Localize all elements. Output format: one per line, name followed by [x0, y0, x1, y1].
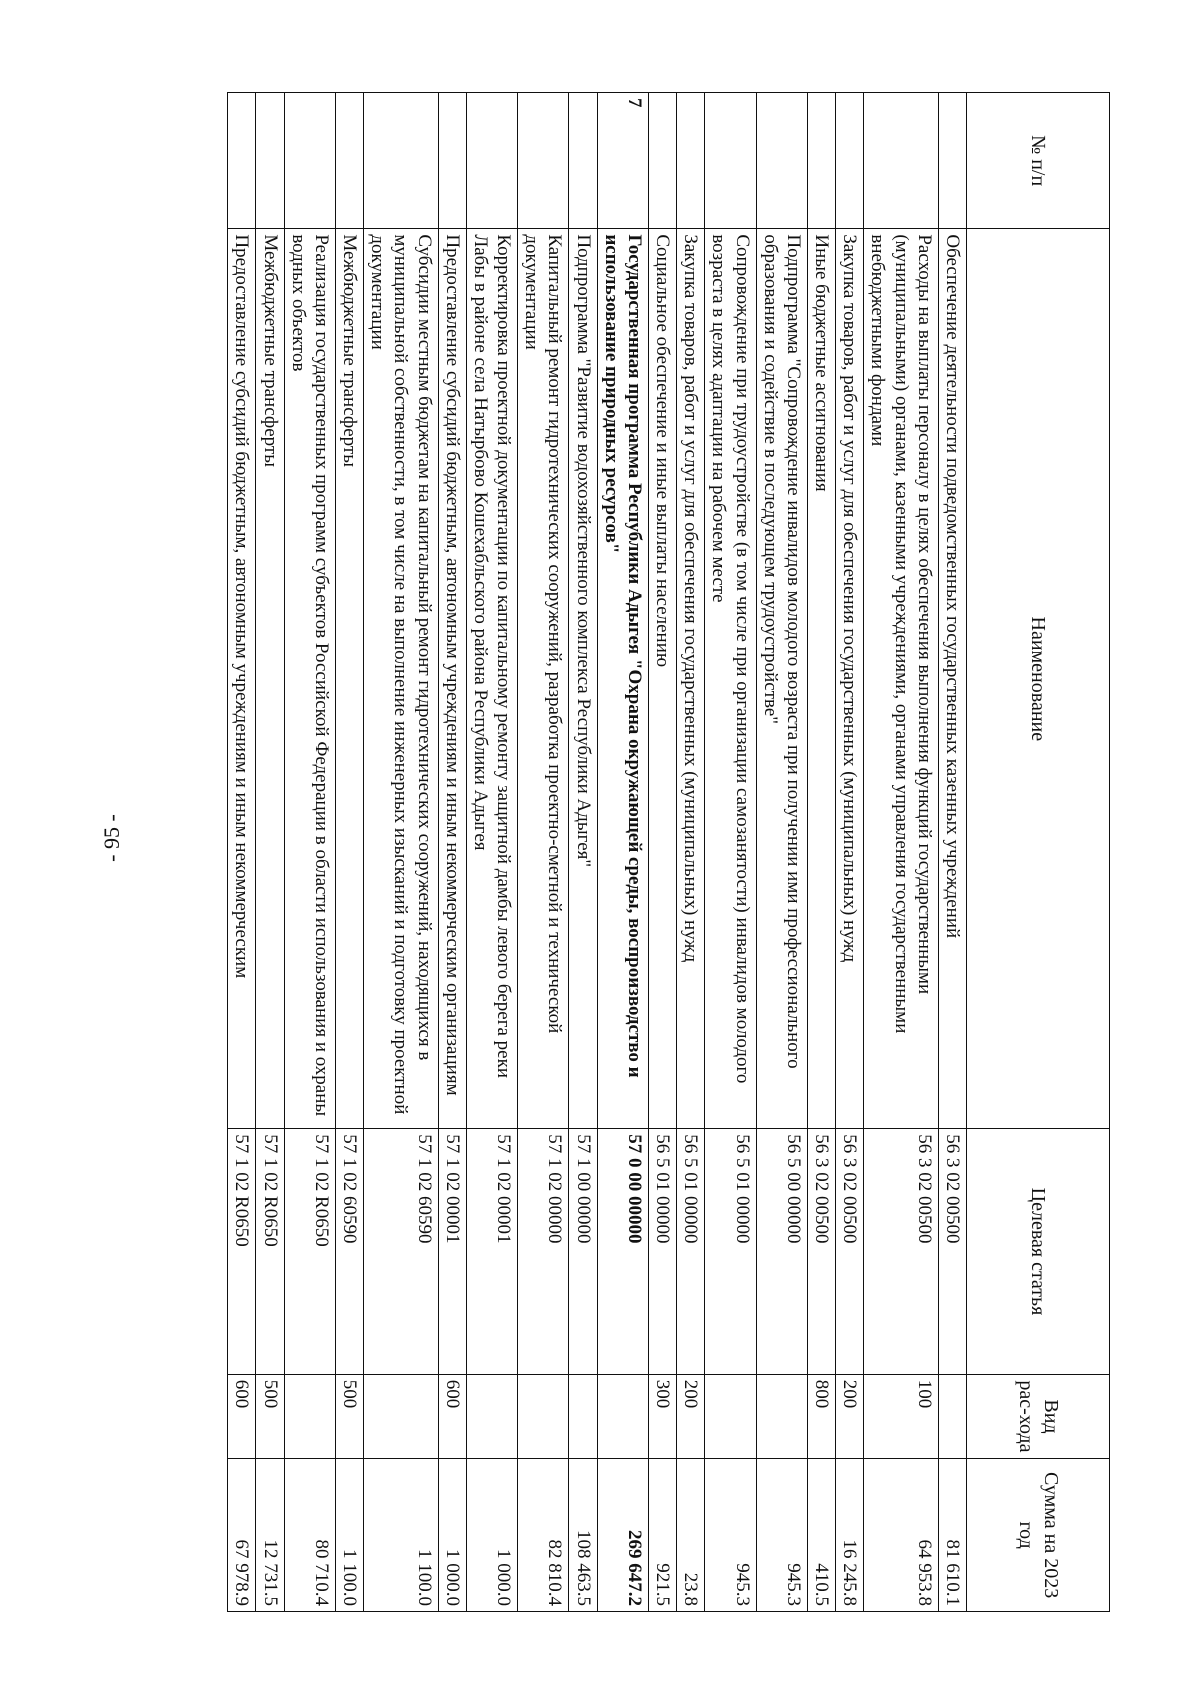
cell-name: Обеспечение деятельности подведомственных государственных казенных учреждений: [938, 229, 966, 1129]
cell-name: Государственная программа Республики Адыгея "Охрана окружающей среды, воспроизводство и использование природных ресурсов": [597, 229, 648, 1129]
cell-name: Капитальный ремонт гидротехнических сооружений, разработка проектно-сметной и технической документации: [518, 229, 569, 1129]
table-row: [438, 93, 466, 1612]
cell-num: [335, 93, 363, 229]
cell-vid: [569, 1374, 597, 1459]
table-row: [705, 93, 756, 1612]
cell-vid: [466, 1374, 517, 1459]
cell-vid: 800: [807, 1374, 835, 1459]
cell-vid: 100: [864, 1374, 939, 1459]
cell-code: 56 5 00 00000: [756, 1129, 807, 1374]
cell-vid: [938, 1374, 966, 1459]
table-body: [228, 93, 967, 1612]
cell-sum: 1 000.0: [466, 1459, 517, 1612]
cell-num: [228, 93, 256, 229]
cell-vid: [597, 1374, 648, 1459]
cell-num: [466, 93, 517, 229]
cell-sum: 67 978.9: [228, 1459, 256, 1612]
cell-num: [256, 93, 284, 229]
cell-name: Подпрограмма "Развитие водохозяйственного комплекса Республики Адыгея": [569, 229, 597, 1129]
cell-name: Реализация государственных программ субъектов Российской Федерации в области использования и охраны водных объектов: [284, 229, 335, 1129]
table-row: [364, 93, 439, 1612]
cell-sum: 1 100.0: [335, 1459, 363, 1612]
cell-num: [836, 93, 864, 229]
cell-sum: 1 100.0: [364, 1459, 439, 1612]
cell-vid: [284, 1374, 335, 1459]
cell-num: [864, 93, 939, 229]
cell-code: 56 5 01 00000: [705, 1129, 756, 1374]
table-row: [284, 93, 335, 1612]
cell-sum: 410.5: [807, 1459, 835, 1612]
table-row: [864, 93, 939, 1612]
table-row: [648, 93, 676, 1612]
cell-vid: 500: [256, 1374, 284, 1459]
cell-vid: 500: [335, 1374, 363, 1459]
cell-code: 56 3 02 00500: [864, 1129, 939, 1374]
cell-sum: 945.3: [705, 1459, 756, 1612]
cell-num: [284, 93, 335, 229]
table-row: [228, 93, 256, 1612]
cell-code: 57 1 02 60590: [364, 1129, 439, 1374]
cell-num: [807, 93, 835, 229]
cell-sum: 921.5: [648, 1459, 676, 1612]
cell-code: 57 1 02 R0650: [284, 1129, 335, 1374]
cell-code: 57 0 00 00000: [597, 1129, 648, 1374]
cell-vid: 200: [836, 1374, 864, 1459]
table-row: [938, 93, 966, 1612]
header-vid: Вид рас-хода: [967, 1374, 1110, 1459]
cell-code: 57 1 02 00001: [438, 1129, 466, 1374]
cell-num: [938, 93, 966, 229]
cell-code: 57 1 02 R0650: [256, 1129, 284, 1374]
cell-name: Корректировка проектной документации по капитальному ремонту защитной дамбы левого берега реки Лабы в районе села Натырбово Кошехабльского района Республики Адыгея: [466, 229, 517, 1129]
cell-sum: 64 953.8: [864, 1459, 939, 1612]
cell-sum: 945.3: [756, 1459, 807, 1612]
cell-vid: 600: [228, 1374, 256, 1459]
cell-code: 56 5 01 00000: [677, 1129, 705, 1374]
cell-name: Подпрограмма "Сопровождение инвалидов молодого возраста при получении ими профессионального образования и содействие в последующем трудоустройстве": [756, 229, 807, 1129]
table-row: [836, 93, 864, 1612]
cell-vid: [364, 1374, 439, 1459]
budget-table: [227, 92, 1110, 1612]
cell-num: [648, 93, 676, 229]
cell-name: Межбюджетные трансферты: [256, 229, 284, 1129]
cell-num: [569, 93, 597, 229]
cell-num: [364, 93, 439, 229]
cell-vid: 300: [648, 1374, 676, 1459]
cell-code: 56 5 01 00000: [648, 1129, 676, 1374]
cell-num: 7: [597, 93, 648, 229]
cell-vid: 600: [438, 1374, 466, 1459]
table-row: [569, 93, 597, 1612]
table-row: [256, 93, 284, 1612]
page-number: - 95 -: [99, 814, 124, 862]
cell-name: Предоставление субсидий бюджетным, автономным учреждениям и иным некоммерческим организациям: [438, 229, 466, 1129]
cell-name: Расходы на выплаты персоналу в целях обеспечения выполнения функций государственными (муниципальными) органами, казенными учреждениями, органами управления государственными внебюджетными фондами: [864, 229, 939, 1129]
cell-sum: 269 647.2: [597, 1459, 648, 1612]
cell-code: 56 3 02 00500: [938, 1129, 966, 1374]
cell-vid: [756, 1374, 807, 1459]
cell-sum: 12 731.5: [256, 1459, 284, 1612]
table-row: [756, 93, 807, 1612]
cell-code: 56 3 02 00500: [836, 1129, 864, 1374]
cell-sum: 80 710.4: [284, 1459, 335, 1612]
rotated-page-content: [120, 92, 1110, 1612]
cell-sum: 1 000.0: [438, 1459, 466, 1612]
cell-sum: 108 463.5: [569, 1459, 597, 1612]
cell-code: 57 1 00 00000: [569, 1129, 597, 1374]
cell-vid: [705, 1374, 756, 1459]
cell-name: Социальное обеспечение и иные выплаты населению: [648, 229, 676, 1129]
cell-num: [438, 93, 466, 229]
table-row: [677, 93, 705, 1612]
table-row: [597, 93, 648, 1612]
cell-num: [518, 93, 569, 229]
header-code: Целевая статья: [967, 1129, 1110, 1374]
cell-name: Закупка товаров, работ и услуг для обеспечения государственных (муниципальных) нужд: [836, 229, 864, 1129]
cell-code: 56 3 02 00500: [807, 1129, 835, 1374]
cell-sum: 23.8: [677, 1459, 705, 1612]
table-header-row: [967, 93, 1110, 1612]
cell-num: [756, 93, 807, 229]
cell-name: Межбюджетные трансферты: [335, 229, 363, 1129]
table-row: [335, 93, 363, 1612]
cell-code: 57 1 02 R0650: [228, 1129, 256, 1374]
header-num: № п/п: [967, 93, 1110, 229]
cell-sum: 81 610.1: [938, 1459, 966, 1612]
cell-name: Закупка товаров, работ и услуг для обеспечения государственных (муниципальных) нужд: [677, 229, 705, 1129]
cell-sum: 82 810.4: [518, 1459, 569, 1612]
cell-name: Субсидии местным бюджетам на капитальный ремонт гидротехнических сооружений, находящихся в муниципальной собственности, в том числе на выполнение инженерных изысканий и подготовку проектной документации: [364, 229, 439, 1129]
cell-code: 57 1 02 00000: [518, 1129, 569, 1374]
cell-code: 57 1 02 00001: [466, 1129, 517, 1374]
cell-num: [677, 93, 705, 229]
table-row: [518, 93, 569, 1612]
table-row: [466, 93, 517, 1612]
cell-name: Иные бюджетные ассигнования: [807, 229, 835, 1129]
cell-vid: 200: [677, 1374, 705, 1459]
cell-code: 57 1 02 60590: [335, 1129, 363, 1374]
header-sum: Сумма на 2023 год: [967, 1459, 1110, 1612]
cell-num: [705, 93, 756, 229]
cell-name: Предоставление субсидий бюджетным, автономным учреждениям и иным некоммерческим: [228, 229, 256, 1129]
cell-vid: [518, 1374, 569, 1459]
header-name: Наименование: [967, 229, 1110, 1129]
cell-name: Сопровождение при трудоустройстве (в том числе при организации самозанятости) инвалидов молодого возраста в целях адаптации на рабочем месте: [705, 229, 756, 1129]
table-row: [807, 93, 835, 1612]
cell-sum: 16 245.8: [836, 1459, 864, 1612]
